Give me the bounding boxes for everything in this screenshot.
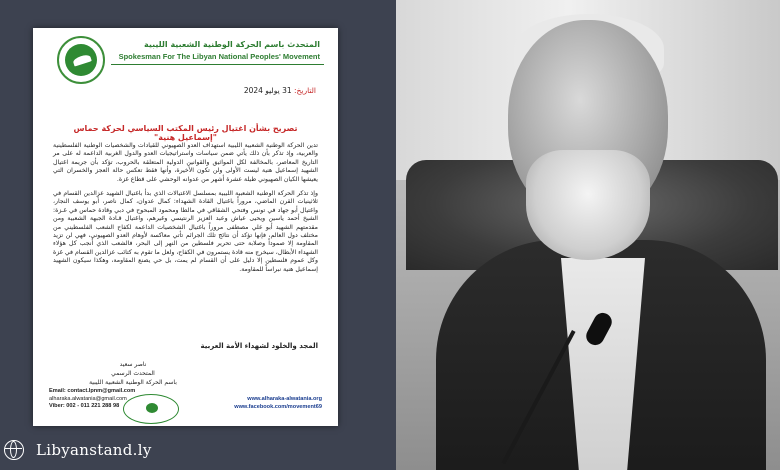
footer-contacts [49, 388, 135, 411]
footer-email-secondary: alharaka.alwatania@gmail.com [49, 395, 127, 402]
footer-website: www.alharaka-alwatania.org [247, 396, 322, 402]
site-name: Libyanstand.ly [36, 441, 152, 459]
date-label: التاريخ: [294, 86, 316, 95]
header-divider [111, 64, 324, 65]
date-row [244, 86, 316, 95]
statement-title: تصريح بشأن اغتيال رئيس المكتب السياسي لحركة حماس "إسماعيل هنية" [73, 124, 298, 142]
footer-web [234, 396, 322, 411]
movement-logo [57, 36, 105, 84]
portrait-photo [396, 0, 780, 470]
statement-document [33, 28, 338, 426]
signature-block [73, 360, 193, 387]
paragraph-2: وإذ تذكر الحركة الوطنية الشعبية الليبية بمسلسل الاغتيالات الذي بدأ باغتيال الشهيد عزالدين القسام في ثلاثينيات القرن الماضي، مروراً باغتيال القادة الشهداء: كمال عدوان، كمال ناصر، أبو يوسف النجار، واغتيال أبو جهاد في تونس وفتحي الشقاقي في مالطا ومحمود المبحوح في دبي وقادة حماس في غـزة: الشيخ أحمد ياسين ويحيى عياش وعبد العزيز الرنتيسي وغيرهم، واغتيال قـادة الجبهة الشعبية ومن مقدمتهم الشهيد أبو علي مصطفى مروراً باغتيال الشخصيات الداعمة لكفاح الشعب الفلسطيني من مختلف دول العالم، فإنها تؤكد أن نتائج تلك الجرائم تأتي معاكسة لأوهام العدو الصهيوني، فهي لن تزيد المقاومة إلا صموداً وصلابة حتى تحرير فلسطين من النهر إلى البحر، فالشعب الذي أنجب كل هؤلاء الشهداء الأبطال، سيخرج منه قادة يستمرون في الكفاح، ولعل ما تقوم به كتائب عزالدين القسام في غزة وكل عموم فلسطين إلا دليل على أن القسام لم يمت، بل حي يصنع المقاومة، وهكذا سيكون الشهيد إسماعيل هنية نبراساً للمقاومة. [53, 190, 318, 273]
org-name-arabic: المتحدث باسم الحركة الوطنية الشعبية الليبية [144, 40, 320, 49]
site-watermark [0, 430, 396, 470]
footer-facebook: www.facebook.com/movement69 [234, 403, 322, 410]
globe-icon [4, 440, 24, 460]
statement-body [53, 142, 318, 280]
document-header [33, 28, 338, 84]
closing-line: المجد والخلود لشهداء الأمة العربية [200, 342, 318, 350]
org-name-english: Spokesman For The Libyan National Peoples' Movement [118, 52, 320, 61]
footer-email: Email: contact.lpnm@gmail.com [49, 388, 136, 394]
signatory-role: المتحدث الرسمي [111, 370, 155, 377]
paragraph-1: تدين الحركة الوطنية الشعبية الليبية استهداف العدو الصهيوني للقيادات والشخصيات الوطنية الفلسطينية والعربية، وإذ تذكر بأن ذلك يأتي ضمن سياسات واستراتيجيات العدو والدول الغربية الداعمة له على مر التاريخ المعاصر، بالمخالفة لكل المواثيق والقوانين الدولية المتعلقة بالحروب، تؤكد بأن جريمة اغتيال الشهيد إسماعيل هنية ليست الأولى ولن تكون الأخيرة، وأنها فقط تعكس حالة العجز والخسران التي يعيشها الكيان الصهيوني طيلة عشرة أشهر من عدوانه الوحشي على قطاع غزة. [53, 142, 318, 183]
signatory-org: باسم الحركة الوطنية الشعبية الليبية [89, 379, 177, 386]
photo-beard [526, 150, 650, 260]
date-value: 31 يوليو 2024 [243, 86, 292, 95]
signatory-name: ناصر سعيد [119, 361, 147, 368]
footer-viber: Viber: 002 - 011 221 288 98 [49, 403, 120, 410]
